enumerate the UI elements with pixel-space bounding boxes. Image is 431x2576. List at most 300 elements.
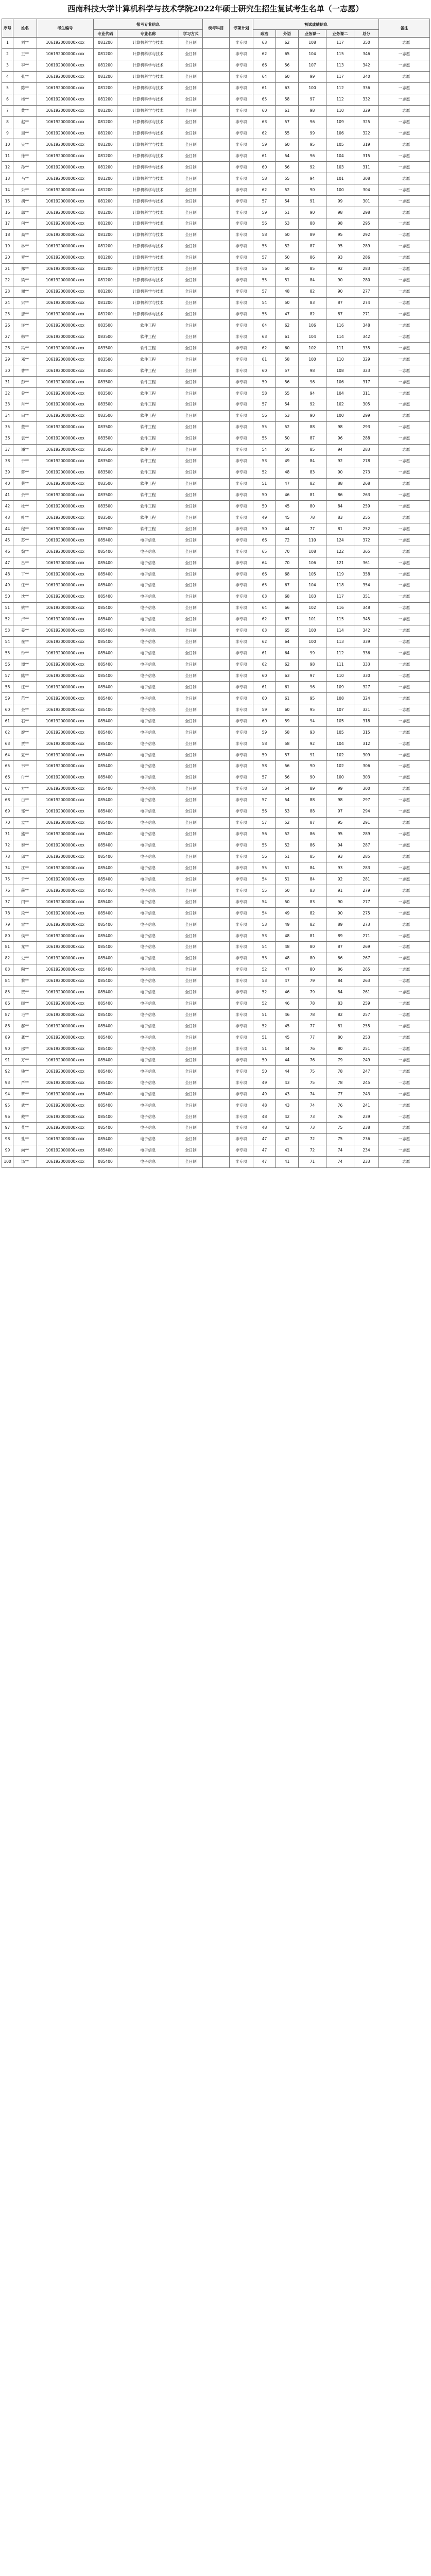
- cell-score-2: 42: [276, 1111, 299, 1123]
- cell-candidate-no: 106192000000xxxx: [37, 636, 94, 648]
- cell-exam-subject: [203, 320, 230, 331]
- cell-score-2: 70: [276, 557, 299, 569]
- cell-major-code: 083500: [94, 343, 117, 354]
- cell-major-code: 085400: [94, 761, 117, 772]
- cell-score-3: 73: [299, 1123, 326, 1134]
- cell-seq: 38: [2, 455, 13, 467]
- cell-score-4: 108: [326, 693, 354, 704]
- cell-major-code: 085400: [94, 614, 117, 625]
- cell-name: 莫**: [13, 1123, 37, 1134]
- table-row: [2, 648, 430, 659]
- cell-special-plan: 非专项: [230, 162, 253, 173]
- cell-seq: 29: [2, 354, 13, 365]
- cell-candidate-no: 106192000000xxxx: [37, 377, 94, 388]
- cell-candidate-no: 106192000000xxxx: [37, 218, 94, 230]
- cell-major-name: 电子信息: [117, 998, 179, 1009]
- table-row: [2, 162, 430, 173]
- cell-score-4: 91: [326, 885, 354, 896]
- group-score-info: 初试成绩信息: [253, 19, 379, 30]
- cell-total: 315: [354, 727, 379, 738]
- cell-name: 董**: [13, 421, 37, 433]
- cell-score-2: 45: [276, 501, 299, 512]
- cell-exam-subject: [203, 964, 230, 975]
- cell-score-2: 62: [276, 320, 299, 331]
- cell-exam-subject: [203, 94, 230, 105]
- cell-candidate-no: 106192000000xxxx: [37, 523, 94, 535]
- cell-remark: 一志愿: [379, 546, 430, 557]
- cell-candidate-no: 106192000000xxxx: [37, 998, 94, 1009]
- cell-score-3: 85: [299, 444, 326, 455]
- cell-score-1: 66: [253, 569, 276, 580]
- cell-score-4: 104: [326, 150, 354, 162]
- cell-major-name: 计算机科学与技术: [117, 139, 179, 150]
- cell-name: 孟**: [13, 817, 37, 828]
- cell-name: 侯**: [13, 930, 37, 942]
- cell-score-1: 56: [253, 828, 276, 840]
- cell-score-1: 61: [253, 82, 276, 94]
- cell-score-2: 57: [276, 365, 299, 377]
- cell-remark: 一志愿: [379, 501, 430, 512]
- cell-name: 闫**: [13, 896, 37, 908]
- cell-score-4: 98: [326, 207, 354, 218]
- cell-special-plan: 非专项: [230, 354, 253, 365]
- cell-major-code: 083500: [94, 377, 117, 388]
- cell-special-plan: 非专项: [230, 738, 253, 750]
- cell-remark: 一志愿: [379, 150, 430, 162]
- cell-seq: 92: [2, 1066, 13, 1077]
- cell-study-mode: 全日制: [179, 523, 203, 535]
- cell-score-1: 59: [253, 377, 276, 388]
- cell-total: 268: [354, 478, 379, 489]
- cell-score-3: 98: [299, 105, 326, 116]
- cell-name: 薛**: [13, 885, 37, 896]
- cell-exam-subject: [203, 727, 230, 738]
- table-row: [2, 806, 430, 817]
- cell-major-name: 电子信息: [117, 987, 179, 998]
- cell-name: 潘**: [13, 444, 37, 455]
- cell-seq: 70: [2, 817, 13, 828]
- cell-score-3: 87: [299, 817, 326, 828]
- cell-total: 329: [354, 354, 379, 365]
- cell-score-1: 53: [253, 455, 276, 467]
- cell-score-2: 44: [276, 1055, 299, 1066]
- cell-name: 唐**: [13, 309, 37, 320]
- cell-remark: 一志愿: [379, 309, 430, 320]
- cell-seq: 2: [2, 48, 13, 60]
- cell-score-1: 64: [253, 557, 276, 569]
- cell-score-4: 82: [326, 1009, 354, 1021]
- col-score-1: 政治: [253, 30, 276, 38]
- cell-study-mode: 全日制: [179, 173, 203, 184]
- cell-exam-subject: [203, 772, 230, 783]
- cell-special-plan: 非专项: [230, 512, 253, 523]
- cell-name: 张**: [13, 71, 37, 82]
- cell-exam-subject: [203, 783, 230, 794]
- cell-major-code: 081200: [94, 48, 117, 60]
- cell-total: 339: [354, 636, 379, 648]
- cell-score-4: 102: [326, 399, 354, 411]
- cell-study-mode: 全日制: [179, 196, 203, 207]
- cell-major-code: 085400: [94, 1077, 117, 1089]
- cell-special-plan: 非专项: [230, 964, 253, 975]
- cell-total: 358: [354, 569, 379, 580]
- cell-seq: 82: [2, 953, 13, 964]
- cell-candidate-no: 106192000000xxxx: [37, 94, 94, 105]
- table-row: [2, 512, 430, 523]
- cell-exam-subject: [203, 896, 230, 908]
- cell-study-mode: 全日制: [179, 365, 203, 377]
- cell-score-1: 60: [253, 670, 276, 682]
- cell-score-1: 61: [253, 648, 276, 659]
- cell-score-4: 77: [326, 1089, 354, 1100]
- table-row: [2, 874, 430, 885]
- cell-study-mode: 全日制: [179, 874, 203, 885]
- table-row: [2, 975, 430, 987]
- cell-major-name: 计算机科学与技术: [117, 309, 179, 320]
- cell-seq: 73: [2, 851, 13, 862]
- cell-score-1: 50: [253, 1066, 276, 1077]
- cell-name: 熊**: [13, 828, 37, 840]
- cell-score-3: 82: [299, 478, 326, 489]
- cell-name: 肖**: [13, 399, 37, 411]
- cell-total: 340: [354, 71, 379, 82]
- cell-score-2: 53: [276, 410, 299, 421]
- cell-score-2: 67: [276, 580, 299, 591]
- cell-score-1: 50: [253, 523, 276, 535]
- cell-score-1: 64: [253, 320, 276, 331]
- cell-study-mode: 全日制: [179, 975, 203, 987]
- cell-remark: 一志愿: [379, 241, 430, 252]
- cell-score-4: 78: [326, 1077, 354, 1089]
- table-row: [2, 885, 430, 896]
- cell-major-name: 电子信息: [117, 874, 179, 885]
- cell-score-3: 96: [299, 682, 326, 693]
- cell-name: 贺**: [13, 987, 37, 998]
- cell-exam-subject: [203, 828, 230, 840]
- cell-score-3: 101: [299, 614, 326, 625]
- table-row: [2, 354, 430, 365]
- cell-score-2: 48: [276, 286, 299, 297]
- cell-study-mode: 全日制: [179, 1123, 203, 1134]
- cell-score-1: 58: [253, 783, 276, 794]
- cell-total: 257: [354, 1009, 379, 1021]
- cell-study-mode: 全日制: [179, 636, 203, 648]
- cell-seq: 98: [2, 1133, 13, 1145]
- cell-candidate-no: 106192000000xxxx: [37, 1123, 94, 1134]
- cell-candidate-no: 106192000000xxxx: [37, 750, 94, 761]
- cell-score-1: 57: [253, 794, 276, 806]
- table-body: [2, 38, 430, 1168]
- cell-score-2: 43: [276, 1100, 299, 1111]
- cell-score-4: 98: [326, 218, 354, 230]
- cell-candidate-no: 106192000000xxxx: [37, 625, 94, 636]
- table-row: [2, 218, 430, 230]
- cell-remark: 一志愿: [379, 467, 430, 478]
- cell-seq: 93: [2, 1077, 13, 1089]
- cell-score-4: 101: [326, 173, 354, 184]
- cell-score-4: 111: [326, 343, 354, 354]
- table-row: [2, 365, 430, 377]
- cell-special-plan: 非专项: [230, 840, 253, 851]
- cell-name: 林**: [13, 241, 37, 252]
- cell-name: 尹**: [13, 874, 37, 885]
- cell-special-plan: 非专项: [230, 716, 253, 727]
- cell-total: 293: [354, 421, 379, 433]
- cell-score-2: 44: [276, 1066, 299, 1077]
- cell-score-3: 108: [299, 38, 326, 49]
- cell-candidate-no: 106192000000xxxx: [37, 478, 94, 489]
- table-row: [2, 196, 430, 207]
- cell-total: 330: [354, 670, 379, 682]
- table-row: [2, 727, 430, 738]
- cell-total: 255: [354, 1021, 379, 1032]
- cell-score-2: 56: [276, 60, 299, 71]
- cell-seq: 84: [2, 975, 13, 987]
- table-row: [2, 60, 430, 71]
- cell-score-2: 50: [276, 252, 299, 263]
- cell-study-mode: 全日制: [179, 128, 203, 139]
- cell-score-1: 58: [253, 761, 276, 772]
- cell-score-4: 87: [326, 942, 354, 953]
- cell-score-3: 96: [299, 116, 326, 128]
- cell-major-name: 计算机科学与技术: [117, 218, 179, 230]
- table-row: [2, 433, 430, 444]
- cell-score-2: 56: [276, 377, 299, 388]
- cell-exam-subject: [203, 467, 230, 478]
- cell-score-2: 47: [276, 975, 299, 987]
- cell-special-plan: 非专项: [230, 896, 253, 908]
- cell-score-4: 80: [326, 1032, 354, 1043]
- cell-score-3: 94: [299, 716, 326, 727]
- cell-score-3: 103: [299, 591, 326, 602]
- cell-candidate-no: 106192000000xxxx: [37, 557, 94, 569]
- cell-study-mode: 全日制: [179, 207, 203, 218]
- cell-special-plan: 非专项: [230, 94, 253, 105]
- cell-exam-subject: [203, 241, 230, 252]
- cell-major-code: 081200: [94, 309, 117, 320]
- cell-score-4: 92: [326, 874, 354, 885]
- cell-remark: 一志愿: [379, 455, 430, 467]
- cell-score-2: 42: [276, 1123, 299, 1134]
- cell-score-4: 90: [326, 896, 354, 908]
- cell-score-3: 102: [299, 343, 326, 354]
- cell-total: 283: [354, 263, 379, 275]
- cell-total: 267: [354, 953, 379, 964]
- cell-seq: 46: [2, 546, 13, 557]
- cell-score-3: 90: [299, 772, 326, 783]
- cell-name: 冯**: [13, 343, 37, 354]
- table-row: [2, 1145, 430, 1156]
- cell-major-code: 081200: [94, 38, 117, 49]
- cell-major-code: 081200: [94, 229, 117, 241]
- cell-major-code: 085400: [94, 1089, 117, 1100]
- cell-score-2: 50: [276, 229, 299, 241]
- cell-remark: 一志愿: [379, 636, 430, 648]
- cell-study-mode: 全日制: [179, 71, 203, 82]
- cell-exam-subject: [203, 704, 230, 716]
- cell-study-mode: 全日制: [179, 727, 203, 738]
- cell-candidate-no: 106192000000xxxx: [37, 851, 94, 862]
- cell-score-4: 98: [326, 421, 354, 433]
- cell-exam-subject: [203, 501, 230, 512]
- cell-special-plan: 非专项: [230, 919, 253, 930]
- cell-candidate-no: 106192000000xxxx: [37, 399, 94, 411]
- cell-study-mode: 全日制: [179, 546, 203, 557]
- cell-name: 魏**: [13, 546, 37, 557]
- cell-candidate-no: 106192000000xxxx: [37, 139, 94, 150]
- cell-major-code: 081200: [94, 173, 117, 184]
- cell-total: 372: [354, 535, 379, 546]
- cell-remark: 一志愿: [379, 1055, 430, 1066]
- cell-score-2: 61: [276, 331, 299, 343]
- cell-name: 朱**: [13, 184, 37, 196]
- cell-study-mode: 全日制: [179, 410, 203, 421]
- cell-special-plan: 非专项: [230, 614, 253, 625]
- cell-major-name: 计算机科学与技术: [117, 38, 179, 49]
- cell-major-name: 电子信息: [117, 1123, 179, 1134]
- cell-exam-subject: [203, 693, 230, 704]
- cell-major-code: 085400: [94, 546, 117, 557]
- cell-special-plan: 非专项: [230, 309, 253, 320]
- cell-study-mode: 全日制: [179, 670, 203, 682]
- cell-major-name: 软件工程: [117, 377, 179, 388]
- cell-total: 365: [354, 546, 379, 557]
- cell-major-code: 085400: [94, 580, 117, 591]
- cell-score-1: 63: [253, 591, 276, 602]
- cell-name: 宋**: [13, 297, 37, 309]
- table-row: [2, 1043, 430, 1055]
- cell-candidate-no: 106192000000xxxx: [37, 987, 94, 998]
- cell-seq: 88: [2, 1021, 13, 1032]
- cell-score-4: 90: [326, 467, 354, 478]
- cell-candidate-no: 106192000000xxxx: [37, 421, 94, 433]
- cell-study-mode: 全日制: [179, 535, 203, 546]
- cell-score-1: 55: [253, 433, 276, 444]
- cell-seq: 97: [2, 1123, 13, 1134]
- cell-name: 彭**: [13, 377, 37, 388]
- cell-study-mode: 全日制: [179, 60, 203, 71]
- table-row: [2, 591, 430, 602]
- cell-score-4: 75: [326, 1133, 354, 1145]
- cell-score-3: 85: [299, 263, 326, 275]
- cell-name: 严**: [13, 1077, 37, 1089]
- cell-seq: 3: [2, 60, 13, 71]
- cell-exam-subject: [203, 1133, 230, 1145]
- table-row: [2, 116, 430, 128]
- cell-score-1: 61: [253, 682, 276, 693]
- cell-score-4: 116: [326, 602, 354, 614]
- cell-exam-subject: [203, 196, 230, 207]
- cell-total: 273: [354, 467, 379, 478]
- cell-score-1: 55: [253, 309, 276, 320]
- cell-remark: 一志愿: [379, 535, 430, 546]
- cell-score-1: 59: [253, 139, 276, 150]
- cell-seq: 7: [2, 105, 13, 116]
- cell-seq: 12: [2, 162, 13, 173]
- cell-total: 327: [354, 682, 379, 693]
- cell-total: 287: [354, 840, 379, 851]
- cell-exam-subject: [203, 580, 230, 591]
- cell-special-plan: 非专项: [230, 173, 253, 184]
- cell-seq: 65: [2, 761, 13, 772]
- cell-major-name: 计算机科学与技术: [117, 297, 179, 309]
- cell-score-4: 92: [326, 263, 354, 275]
- cell-major-code: 085400: [94, 750, 117, 761]
- cell-name: 吴**: [13, 139, 37, 150]
- table-row: [2, 150, 430, 162]
- cell-name: 谢**: [13, 286, 37, 297]
- cell-name: 戴**: [13, 1111, 37, 1123]
- table-row: [2, 48, 430, 60]
- cell-major-code: 085400: [94, 828, 117, 840]
- cell-name: 曾**: [13, 388, 37, 399]
- table-row: [2, 297, 430, 309]
- cell-study-mode: 全日制: [179, 1055, 203, 1066]
- cell-total: 351: [354, 591, 379, 602]
- cell-exam-subject: [203, 1145, 230, 1156]
- cell-score-3: 93: [299, 727, 326, 738]
- cell-score-2: 59: [276, 716, 299, 727]
- cell-candidate-no: 106192000000xxxx: [37, 263, 94, 275]
- cell-remark: 一志愿: [379, 750, 430, 761]
- cell-special-plan: 非专项: [230, 998, 253, 1009]
- cell-score-1: 62: [253, 659, 276, 670]
- cell-major-name: 电子信息: [117, 569, 179, 580]
- cell-score-4: 103: [326, 162, 354, 173]
- cell-major-name: 计算机科学与技术: [117, 275, 179, 286]
- cell-study-mode: 全日制: [179, 1021, 203, 1032]
- table-row: [2, 964, 430, 975]
- cell-exam-subject: [203, 139, 230, 150]
- cell-score-4: 90: [326, 908, 354, 919]
- col-score-4: 业务课二: [326, 30, 354, 38]
- cell-score-1: 54: [253, 444, 276, 455]
- cell-remark: 一志愿: [379, 478, 430, 489]
- table-row: [2, 716, 430, 727]
- cell-candidate-no: 106192000000xxxx: [37, 602, 94, 614]
- cell-exam-subject: [203, 908, 230, 919]
- cell-exam-subject: [203, 1055, 230, 1066]
- cell-major-name: 计算机科学与技术: [117, 82, 179, 94]
- cell-major-name: 软件工程: [117, 478, 179, 489]
- cell-total: 332: [354, 94, 379, 105]
- cell-special-plan: 非专项: [230, 184, 253, 196]
- cell-score-1: 59: [253, 727, 276, 738]
- cell-remark: 一志愿: [379, 196, 430, 207]
- cell-score-4: 84: [326, 975, 354, 987]
- cell-seq: 31: [2, 377, 13, 388]
- cell-study-mode: 全日制: [179, 783, 203, 794]
- cell-total: 245: [354, 1077, 379, 1089]
- cell-seq: 48: [2, 569, 13, 580]
- cell-study-mode: 全日制: [179, 320, 203, 331]
- table-row: [2, 377, 430, 388]
- cell-candidate-no: 106192000000xxxx: [37, 297, 94, 309]
- cell-score-3: 82: [299, 286, 326, 297]
- cell-score-2: 47: [276, 964, 299, 975]
- cell-score-4: 116: [326, 320, 354, 331]
- cell-candidate-no: 106192000000xxxx: [37, 772, 94, 783]
- cell-major-code: 085400: [94, 693, 117, 704]
- cell-special-plan: 非专项: [230, 851, 253, 862]
- cell-seq: 40: [2, 478, 13, 489]
- cell-major-name: 软件工程: [117, 489, 179, 501]
- cell-remark: 一志愿: [379, 263, 430, 275]
- cell-exam-subject: [203, 942, 230, 953]
- cell-major-name: 电子信息: [117, 1145, 179, 1156]
- cell-score-3: 99: [299, 71, 326, 82]
- cell-score-1: 50: [253, 489, 276, 501]
